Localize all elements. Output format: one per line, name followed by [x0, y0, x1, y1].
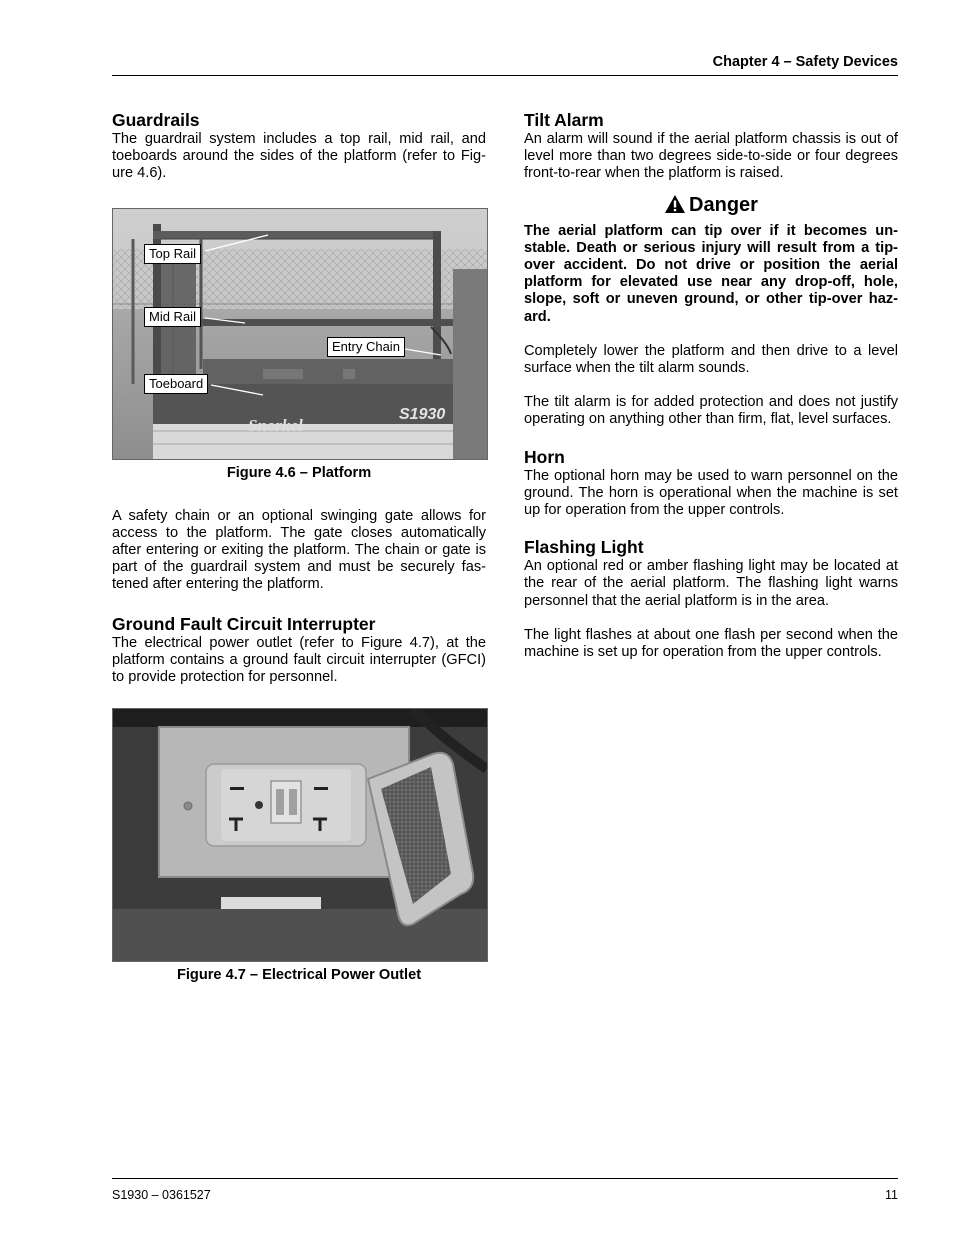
- decal-brand: Snorkel: [248, 415, 303, 435]
- danger-label: Danger: [689, 193, 758, 216]
- guardrails-heading: Guardrails: [112, 110, 200, 130]
- right-column: [524, 110, 898, 661]
- page-number: 11: [885, 1188, 898, 1202]
- gfci-text: The electrical power outlet (refer to Figure 4.7), at the platform contains a ground fault circuit interrupter (GFCI) to provide protection for personnel.: [112, 634, 486, 686]
- figure-4-7-caption: Figure 4.7 – Electrical Power Outlet: [176, 967, 422, 984]
- horn-text: The optional horn may be used to warn personnel on the ground. The horn is operational when the machine is set up for operation from the upper controls.: [524, 467, 898, 519]
- flashing-light-text-2: The light flashes at about one flash per second when the machine is set up for operation from the upper controls.: [524, 626, 898, 661]
- platform-photo: [112, 208, 488, 460]
- tilt-alarm-heading: Tilt Alarm: [524, 110, 604, 130]
- guardrails-text: The guardrail system includes a top rail, mid rail, and toeboards around the sides of the platform (refer to Fig-ure 4.6).: [112, 131, 486, 182]
- safety-chain-text: A safety chain or an optional swinging gate allows for access to the platform. The gate closes automatically after entering or exiting the platform. The chain or gate is part of the guardrail system and must be securely fas-tened after entering the platform.: [112, 507, 486, 593]
- tilt-alarm-protection-text: The tilt alarm is for added protection and does not justify operating on anything other than firm, flat, level surfaces.: [524, 394, 898, 428]
- outlet-photo-image: [113, 709, 487, 961]
- horn-heading: Horn: [524, 446, 565, 467]
- header-rule: [112, 75, 898, 76]
- document-number: S1930 – 0361527: [112, 1188, 211, 1202]
- callout-entry-chain: Entry Chain: [327, 337, 405, 357]
- flashing-light-text-1: An optional red or amber flashing light may be located at the rear of the aerial platform. The flashing light warns personnel that the aerial platform is in the area.: [524, 558, 898, 609]
- danger-warning-text: The aerial platform can tip over if it becomes un-stable. Death or serious injury will result from a tip-over accident. Do not drive or position the aerial platform for elevated use near any drop-off, hole, slope, soft or uneven ground, or other tip-over haz-ard.: [524, 222, 898, 325]
- callout-top-rail: Top Rail: [144, 244, 201, 264]
- figure-4-6-caption: Figure 4.6 – Platform: [226, 464, 372, 481]
- footer-rule: [112, 1178, 898, 1179]
- danger-heading: [524, 193, 898, 217]
- gfci-heading: Ground Fault Circuit Interrupter: [112, 613, 376, 634]
- outlet-photo: [112, 708, 488, 962]
- flashing-light-heading: Flashing Light: [524, 537, 644, 558]
- tilt-alarm-text: An alarm will sound if the aerial platform chassis is out of level more than two degrees side-to-side or four degrees front-to-rear when the platform is raised.: [524, 131, 898, 182]
- callout-mid-rail: Mid Rail: [144, 307, 201, 327]
- decal-model: S1930: [399, 405, 446, 423]
- warning-triangle-icon: [664, 194, 686, 214]
- chapter-header: Chapter 4 – Safety Devices: [712, 54, 898, 70]
- callout-toeboard: Toeboard: [144, 374, 208, 394]
- left-column: [112, 110, 486, 984]
- page-footer: [112, 1188, 898, 1202]
- tilt-alarm-lower-text: Completely lower the platform and then drive to a level surface when the tilt alarm sounds.: [524, 342, 898, 377]
